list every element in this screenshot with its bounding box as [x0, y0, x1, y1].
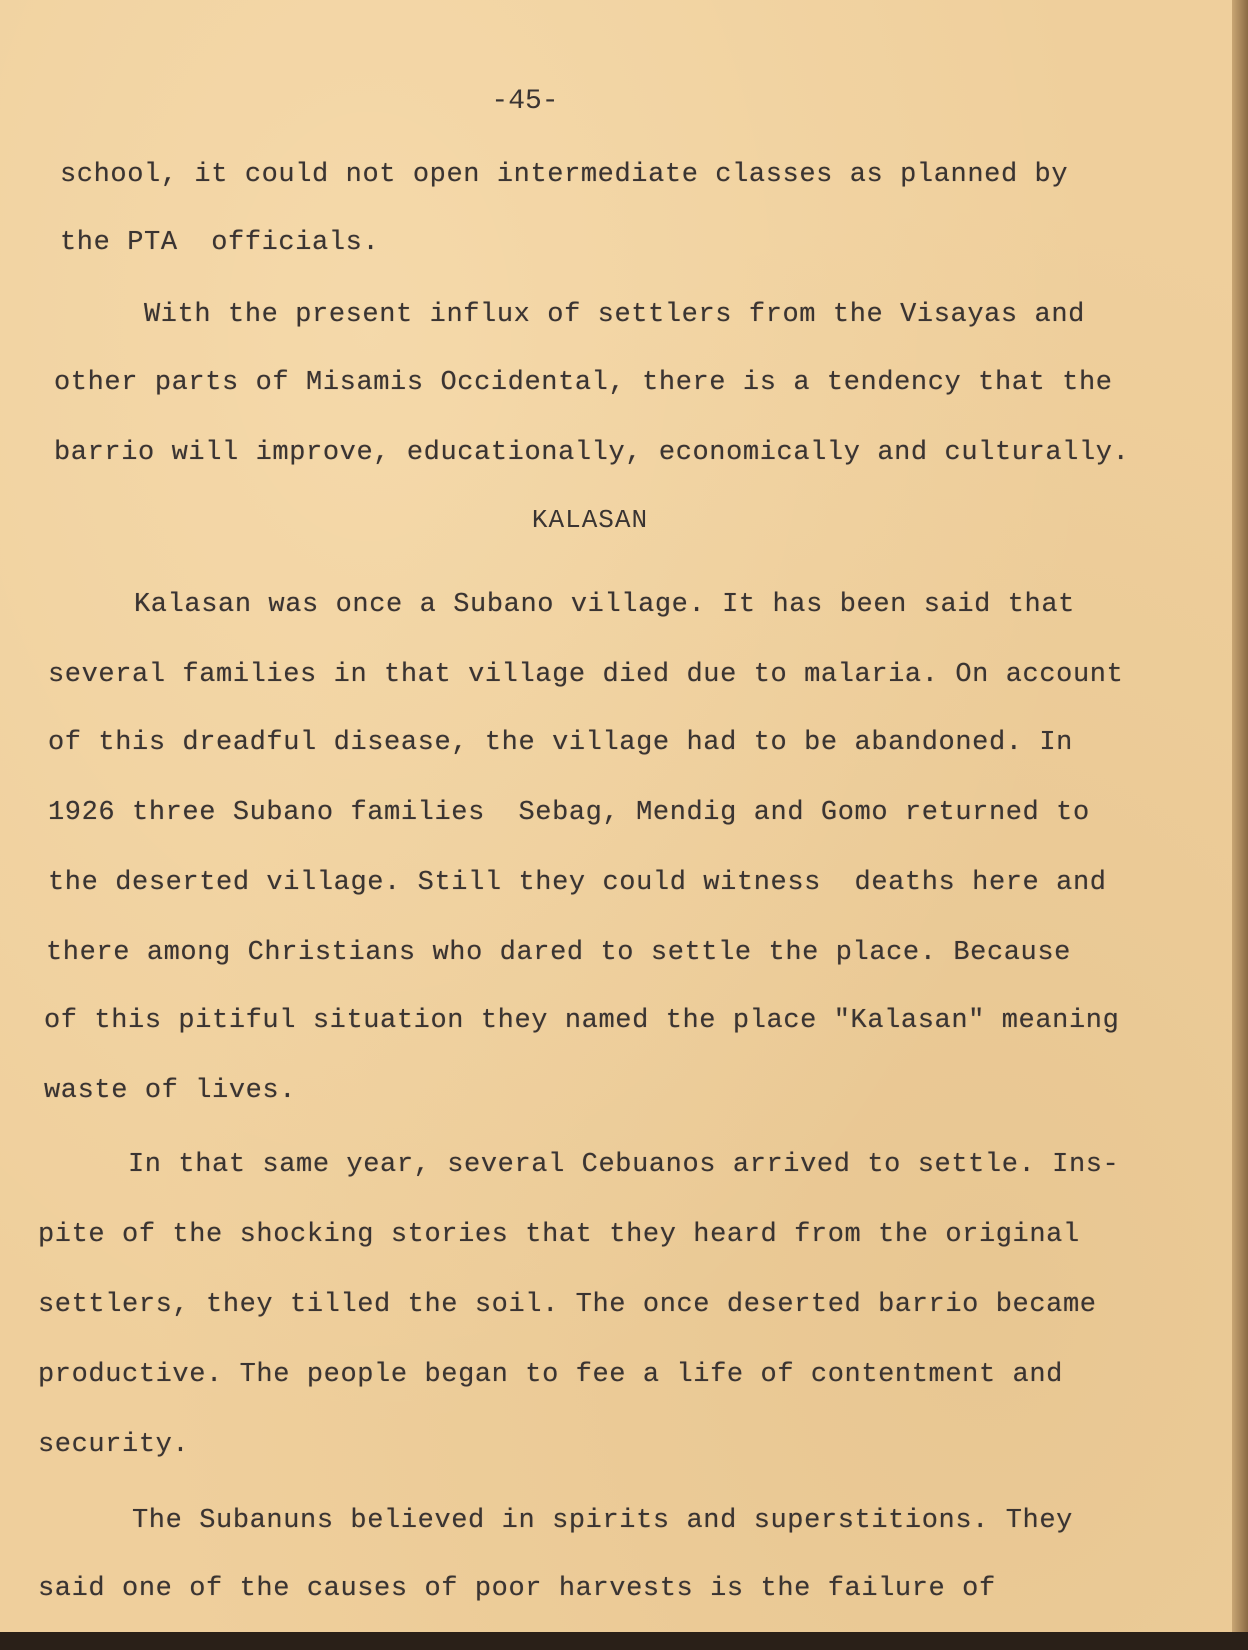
text-line: of this pitiful situation they named the place "Kalasan" meaning [44, 1006, 1120, 1036]
text-line: waste of lives. [44, 1076, 297, 1106]
page-edge-right [1232, 0, 1248, 1650]
text-line: said one of the causes of poor harvests is the failure of [38, 1574, 996, 1604]
text-line: The Subanuns believed in spirits and superstitions. They [132, 1506, 1073, 1536]
page-number: -45- [491, 86, 559, 117]
text-line: Kalasan was once a Subano village. It has been said that [134, 590, 1075, 620]
text-line: In that same year, several Cebuanos arrived to settle. Ins- [128, 1150, 1120, 1180]
text-line: With the present influx of settlers from the Visayas and [144, 300, 1085, 330]
text-line: other parts of Misamis Occidental, there is a tendency that the [54, 368, 1113, 398]
text-line: several families in that village died due to malaria. On account [48, 660, 1124, 690]
section-heading: KALASAN [531, 505, 649, 535]
text-line: security. [38, 1430, 190, 1460]
text-line: school, it could not open intermediate classes as planned by [60, 160, 1069, 190]
text-line: 1926 three Subano families Sebag, Mendig and Gomo returned to [48, 798, 1090, 828]
text-line: of this dreadful disease, the village had to be abandoned. In [48, 728, 1073, 758]
text-line: settlers, they tilled the soil. The once deserted barrio became [38, 1290, 1097, 1320]
text-line: productive. The people began to fee a life of contentment and [38, 1360, 1063, 1390]
page-edge-bottom [0, 1632, 1248, 1650]
text-line: there among Christians who dared to settle the place. Because [46, 938, 1071, 968]
text-line: the PTA officials. [60, 228, 380, 258]
text-line: barrio will improve, educationally, economically and culturally. [54, 438, 1130, 468]
text-line: the deserted village. Still they could witness deaths here and [48, 868, 1107, 898]
text-line: pite of the shocking stories that they heard from the original [38, 1220, 1080, 1250]
